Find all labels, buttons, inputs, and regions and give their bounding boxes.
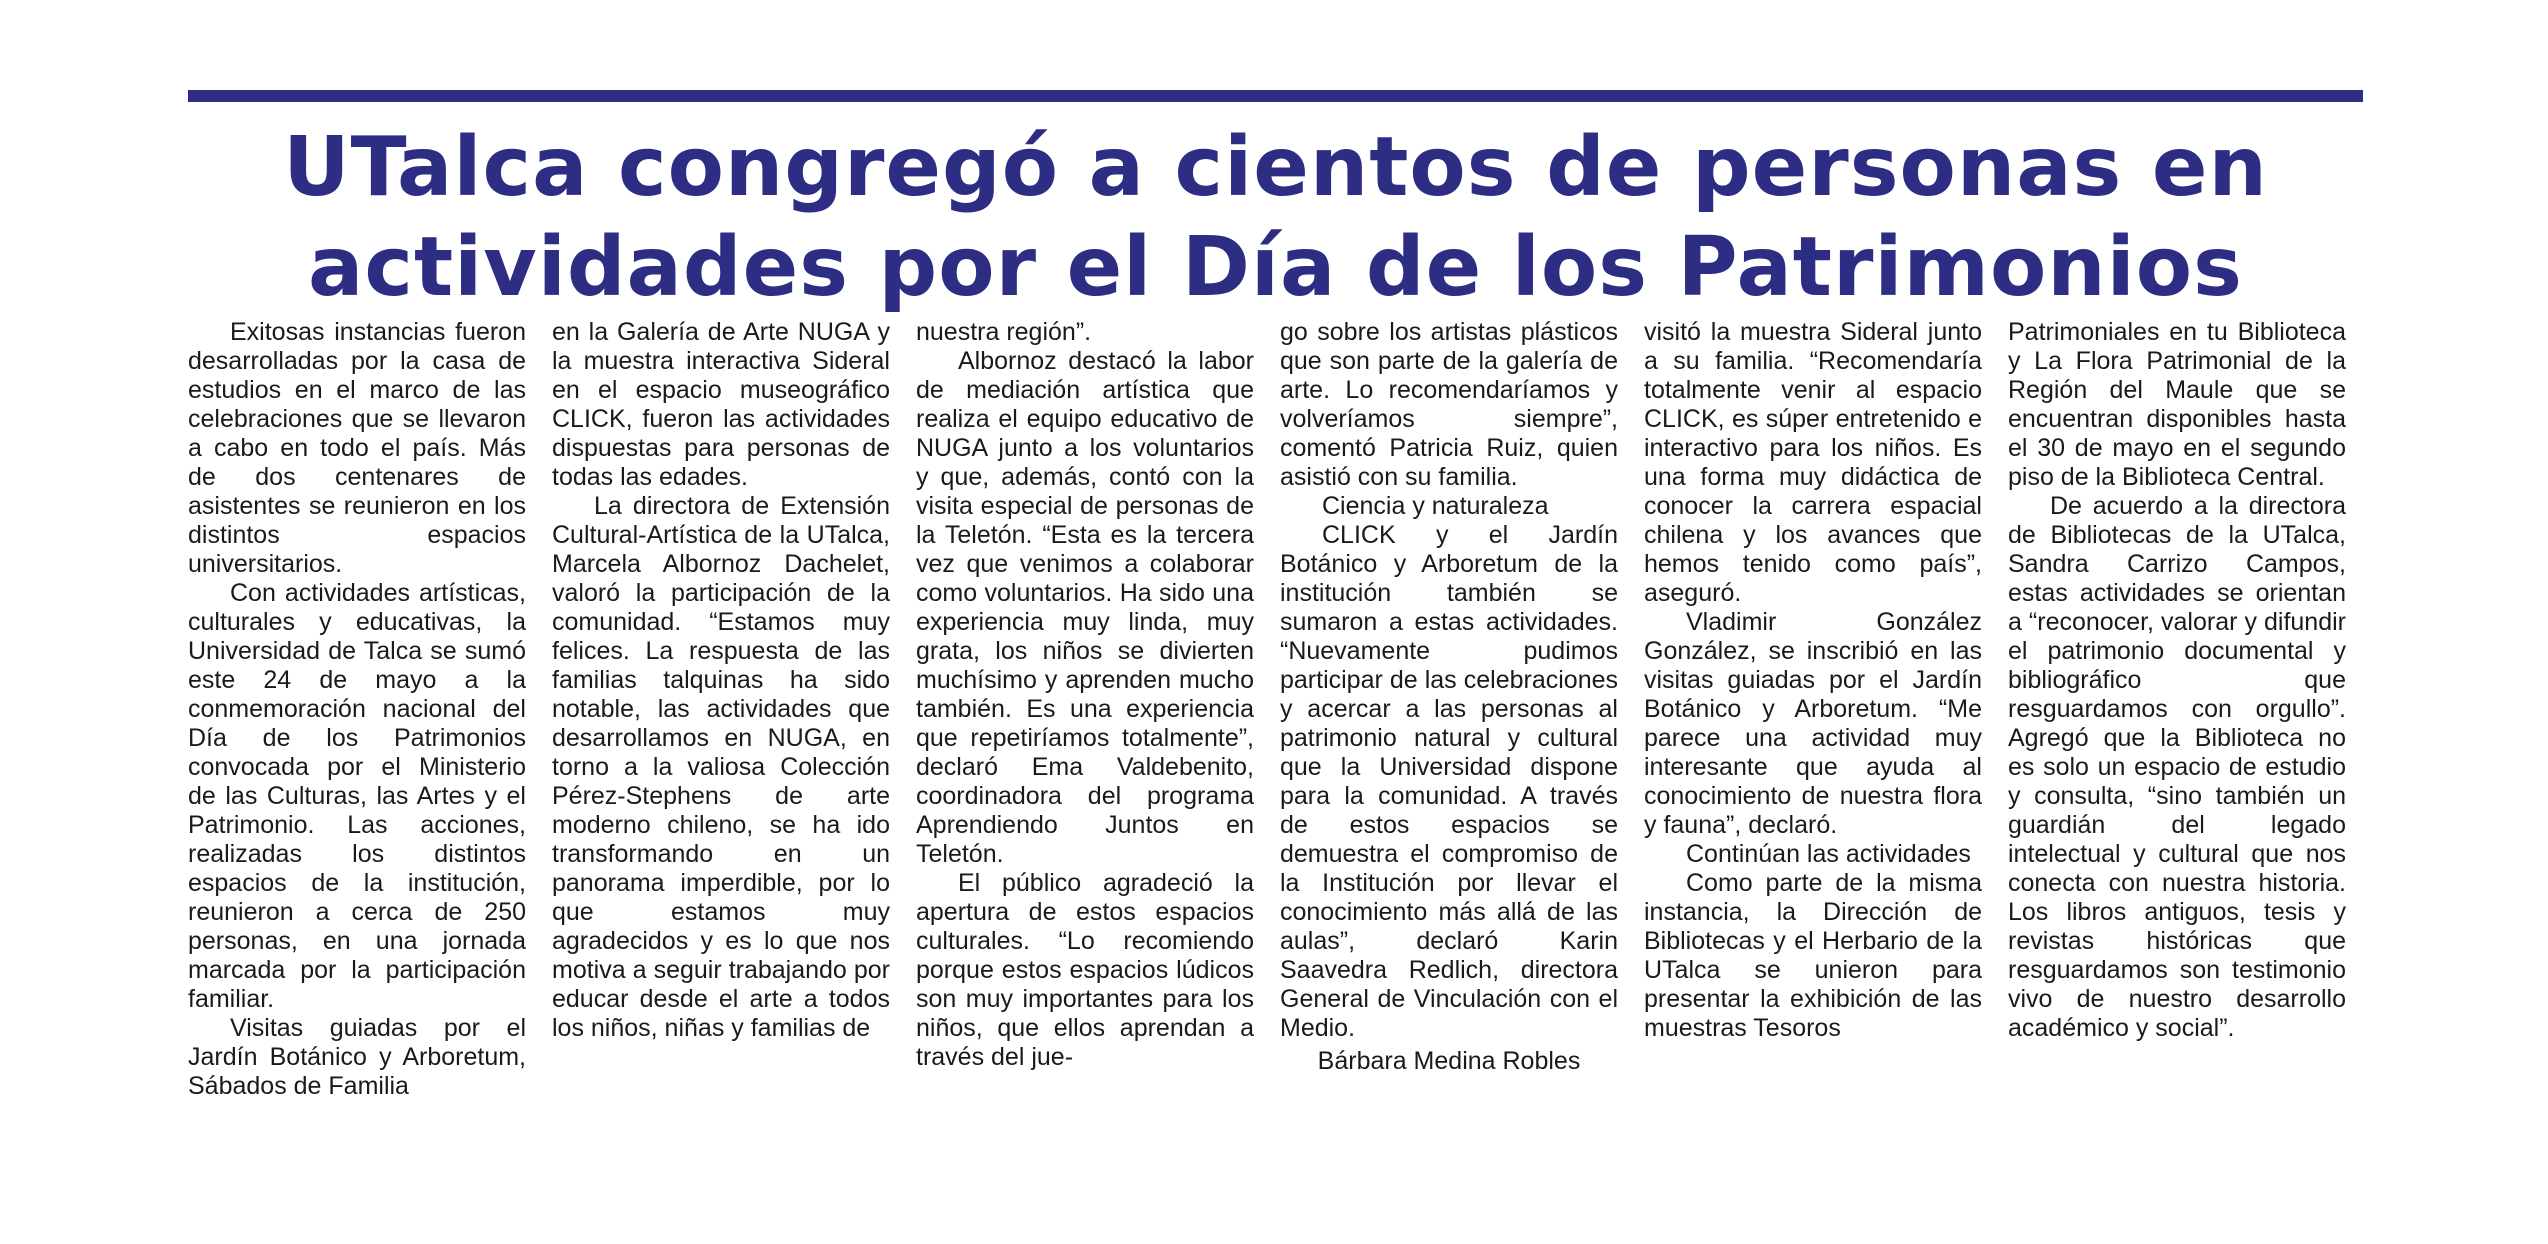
article-column-1 <box>188 318 526 1218</box>
article-column-6 <box>2008 318 2346 1218</box>
byline-name: Bárbara Medina Robles <box>1317 1047 1581 1075</box>
paragraph: Con actividades artísticas, culturales y educativas, la Universidad de Talca se sumó este 24 de mayo a la conmemoración nacional del Día de los Patrimonios convocada por el Ministerio de las Culturas, las Artes y el Patrimonio. Las acciones, realizadas los distintos espacios de la institución, reunieron a cerca de 250 personas, en una jornada marcada por la participación familiar. <box>188 579 526 1013</box>
section-subheading: Continúan las actividades <box>1686 840 1971 868</box>
paragraph: Exitosas instancias fueron desarrolladas por la casa de estudios en el marco de las celebraciones que se llevaron a cabo en todo el país. Más de dos centenares de asistentes se reunieron en los distintos espacios universitarios. <box>188 318 526 578</box>
section-subheading: Ciencia y naturaleza <box>1322 492 1549 520</box>
paragraph: Visitas guiadas por el Jardín Botánico y Arboretum, Sábados de Familia <box>188 1014 526 1100</box>
paragraph: Vladimir González González, se inscribió en las visitas guiadas por el Jardín Botánico y Arboretum. “Me parece una actividad muy interesante que ayuda al conocimiento de nuestra flora y fauna”, declaró. <box>1644 608 1982 839</box>
paragraph: Patrimoniales en tu Biblioteca y La Flora Patrimonial de la Región del Maule que se encuentran disponibles hasta el 30 de mayo en el segundo piso de la Biblioteca Central. <box>2008 318 2346 491</box>
article-column-2 <box>552 318 890 1218</box>
paragraph: en la Galería de Arte NUGA y la muestra interactiva Sideral en el espacio museográfico CLICK, fueron las actividades dispuestas para personas de todas las edades. <box>552 318 890 491</box>
paragraph: nuestra región”. <box>916 318 1092 346</box>
paragraph: visitó la muestra Sideral junto a su familia. “Recomendaría totalmente venir al espacio CLICK, es súper entretenido e interactivo para los niños. Es una forma muy didáctica de conocer la carrera espacial chilena y los avances que hemos tenido como país”, aseguró. <box>1644 318 1982 607</box>
headline-line-2: actividades por el Día de los Patrimonios <box>308 220 2243 315</box>
paragraph: CLICK y el Jardín Botánico y Arboretum de la institución también se sumaron a estas actividades. “Nuevamente pudimos participar de las celebraciones y acercar a las personas al patrimonio natural y cultural que la Universidad dispone para la comunidad. A través de estos espacios se demuestra el compromiso de la Institución por llevar el conocimiento más allá de las aulas”, declaró Karin Saavedra Redlich, directora General de Vinculación con el Medio. <box>1280 521 1618 1042</box>
paragraph: La directora de Extensión Cultural-Artística de la UTalca, Marcela Albornoz Dachelet, valoró la participación de la comunidad. “Estamos muy felices. La respuesta de las familias talquinas ha sido notable, las actividades que desarrollamos en NUGA, en torno a la valiosa Colección Pérez-Stephens de arte moderno chileno, se ha ido transformando en un panorama imperdible, por lo que estamos muy agradecidos y es lo que nos motiva a seguir trabajando por educar desde el arte a todos los niños, niñas y familias de <box>552 492 890 1042</box>
paragraph: Albornoz destacó la labor de mediación artística que realiza el equipo educativo de NUGA junto a los voluntarios y que, además, contó con la visita especial de personas de la Teletón. “Esta es la tercera vez que venimos a colaborar como voluntarios. Ha sido una experiencia muy linda, muy grata, los niños se divierten muchísimo y aprenden mucho también. Es una experiencia que repetiríamos totalmente”, declaró Ema Valdebenito, coordinadora del programa Aprendiendo Juntos en Teletón. <box>916 347 1254 868</box>
top-rule <box>188 90 2363 102</box>
article-column-5 <box>1644 318 1982 1218</box>
article-body <box>188 318 2348 1218</box>
paragraph: Como parte de la misma instancia, la Dirección de Bibliotecas y el Herbario de la UTalca se unieron para presentar la exhibición de las muestras Tesoros <box>1644 869 1982 1042</box>
headline-line-1: UTalca congregó a cientos de personas en <box>283 120 2268 215</box>
paragraph: go sobre los artistas plásticos que son parte de la galería de arte. Lo recomendaríamos y volveríamos siempre”, comentó Patricia Ruiz, quien asistió con su familia. <box>1280 318 1618 491</box>
article-column-3 <box>916 318 1254 1218</box>
paragraph: De acuerdo a la directora de Bibliotecas de la UTalca, Sandra Carrizo Campos, estas actividades se orientan a “reconocer, valorar y difundir el patrimonio documental y bibliográfico que resguardamos con orgullo”. Agregó que la Biblioteca no es solo un espacio de estudio y consulta, “sino también un guardián del legado intelectual y cultural que nos conecta con nuestra historia. Los libros antiguos, tesis y revistas históricas que resguardamos son testimonio vivo de nuestro desarrollo académico y social”. <box>2008 492 2346 1042</box>
article-column-4 <box>1280 318 1618 1218</box>
paragraph: El público agradeció la apertura de estos espacios culturales. “Lo recomiendo porque estos espacios lúdicos son muy importantes para los niños, que ellos aprendan a través del jue- <box>916 869 1254 1071</box>
headline <box>188 118 2363 318</box>
